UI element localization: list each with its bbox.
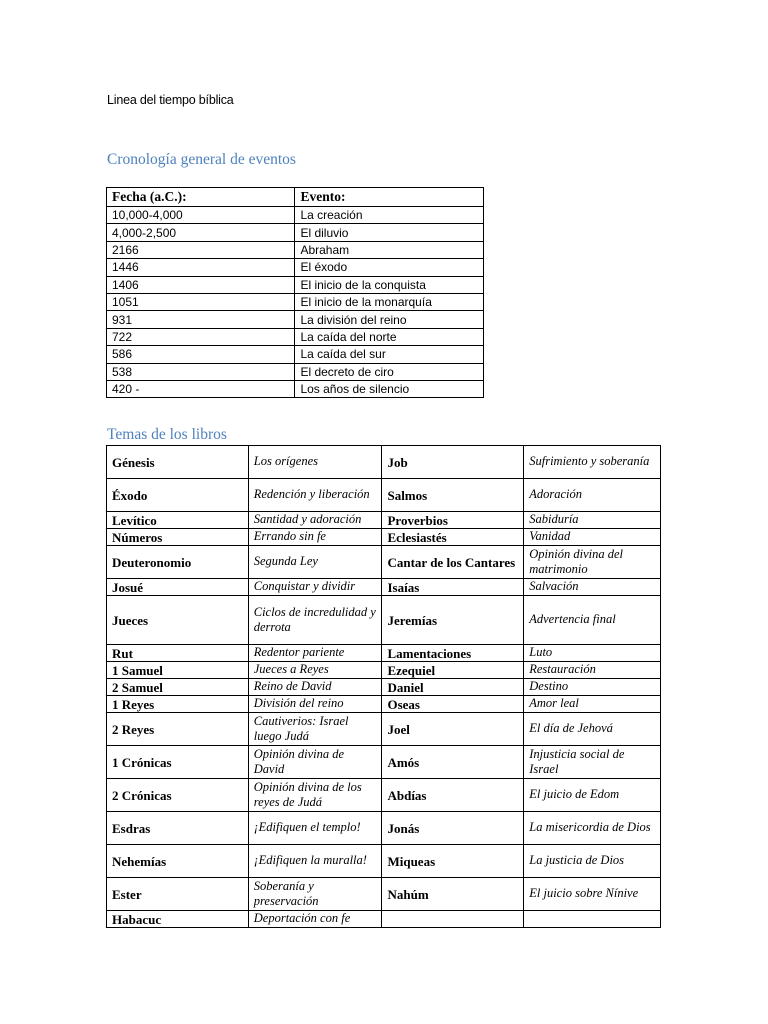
date-cell: 1446 <box>107 259 295 276</box>
table-row <box>107 645 661 662</box>
table-row <box>107 596 661 645</box>
event-cell: La división del reino <box>295 311 484 328</box>
books-heading: Temas de los libros <box>107 426 227 443</box>
document-title: Linea del tiempo bíblica <box>107 93 234 107</box>
book-name: Lamentaciones <box>382 645 524 662</box>
date-cell: 1051 <box>107 293 295 310</box>
table-row <box>107 679 661 696</box>
book-name: Proverbios <box>382 512 524 529</box>
table-row <box>107 746 661 779</box>
book-name: Deuteronomio <box>107 546 249 579</box>
books-table <box>106 445 661 928</box>
book-name: Miqueas <box>382 845 524 878</box>
table-row <box>107 911 661 928</box>
book-theme: Conquistar y dividir <box>248 579 382 596</box>
book-name: Nehemías <box>107 845 249 878</box>
event-cell: El inicio de la monarquía <box>295 293 484 310</box>
table-row <box>107 380 484 397</box>
book-theme: ¡Edifiquen la muralla! <box>248 845 382 878</box>
table-row <box>107 546 661 579</box>
book-theme: Santidad y adoración <box>248 512 382 529</box>
table-row <box>107 529 661 546</box>
event-cell: El diluvio <box>295 224 484 241</box>
book-name: 1 Crónicas <box>107 746 249 779</box>
table-row <box>107 446 661 479</box>
book-theme: Ciclos de incredulidad y derrota <box>248 596 382 645</box>
table-row <box>107 293 484 310</box>
table-row <box>107 779 661 812</box>
table-row <box>107 696 661 713</box>
book-name: Isaías <box>382 579 524 596</box>
table-row <box>107 346 484 363</box>
date-cell: 10,000-4,000 <box>107 207 295 224</box>
book-name: Eclesiastés <box>382 529 524 546</box>
table-row <box>107 328 484 345</box>
date-cell: 1406 <box>107 276 295 293</box>
book-theme: Reino de David <box>248 679 382 696</box>
book-theme: Vanidad <box>524 529 661 546</box>
books-body <box>107 446 661 928</box>
table-row <box>107 224 484 241</box>
table-row <box>107 241 484 258</box>
date-cell: 722 <box>107 328 295 345</box>
book-name: Salmos <box>382 479 524 512</box>
book-name: Cantar de los Cantares <box>382 546 524 579</box>
book-theme: Deportación con fe <box>248 911 382 928</box>
book-name: Joel <box>382 713 524 746</box>
book-theme: Destino <box>524 679 661 696</box>
book-name: Habacuc <box>107 911 249 928</box>
book-name: Rut <box>107 645 249 662</box>
book-name: Amós <box>382 746 524 779</box>
event-cell: La creación <box>295 207 484 224</box>
book-name: Jeremías <box>382 596 524 645</box>
book-theme: La justicia de Dios <box>524 845 661 878</box>
book-name: 2 Samuel <box>107 679 249 696</box>
table-row <box>107 479 661 512</box>
book-name: Jueces <box>107 596 249 645</box>
book-theme: Opinión divina de los reyes de Judá <box>248 779 382 812</box>
book-theme: ¡Edifiquen el templo! <box>248 812 382 845</box>
book-theme: Sufrimiento y soberanía <box>524 446 661 479</box>
table-row <box>107 579 661 596</box>
book-name: Esdras <box>107 812 249 845</box>
table-row <box>107 812 661 845</box>
table-row <box>107 276 484 293</box>
book-name: 1 Reyes <box>107 696 249 713</box>
chronology-body <box>107 207 484 398</box>
table-row <box>107 845 661 878</box>
book-name: 2 Reyes <box>107 713 249 746</box>
date-column-header: Fecha (a.C.): <box>107 188 295 207</box>
book-theme: El día de Jehová <box>524 713 661 746</box>
book-theme <box>524 911 661 928</box>
book-name <box>382 911 524 928</box>
table-row <box>107 662 661 679</box>
book-name: 1 Samuel <box>107 662 249 679</box>
book-name: Ezequiel <box>382 662 524 679</box>
date-cell: 4,000-2,500 <box>107 224 295 241</box>
book-name: Levítico <box>107 512 249 529</box>
event-cell: El inicio de la conquista <box>295 276 484 293</box>
event-cell: El éxodo <box>295 259 484 276</box>
book-theme: Redención y liberación <box>248 479 382 512</box>
book-theme: Injusticia social de Israel <box>524 746 661 779</box>
book-theme: Luto <box>524 645 661 662</box>
book-name: Génesis <box>107 446 249 479</box>
book-theme: División del reino <box>248 696 382 713</box>
book-theme: Adoración <box>524 479 661 512</box>
book-name: Números <box>107 529 249 546</box>
book-name: Oseas <box>382 696 524 713</box>
book-theme: Advertencia final <box>524 596 661 645</box>
chronology-heading: Cronología general de eventos <box>107 151 296 168</box>
date-cell: 586 <box>107 346 295 363</box>
book-theme: Redentor pariente <box>248 645 382 662</box>
event-cell: La caída del sur <box>295 346 484 363</box>
event-cell: Los años de silencio <box>295 380 484 397</box>
book-theme: La misericordia de Dios <box>524 812 661 845</box>
date-cell: 2166 <box>107 241 295 258</box>
book-name: Abdías <box>382 779 524 812</box>
book-theme: Restauración <box>524 662 661 679</box>
book-theme: Amor leal <box>524 696 661 713</box>
table-row <box>107 207 484 224</box>
book-name: Éxodo <box>107 479 249 512</box>
date-cell: 931 <box>107 311 295 328</box>
book-theme: Salvación <box>524 579 661 596</box>
book-name: Josué <box>107 579 249 596</box>
book-name: Job <box>382 446 524 479</box>
book-theme: El juicio sobre Nínive <box>524 878 661 911</box>
book-name: Nahúm <box>382 878 524 911</box>
book-theme: Sabiduría <box>524 512 661 529</box>
date-cell: 538 <box>107 363 295 380</box>
book-name: 2 Crónicas <box>107 779 249 812</box>
event-cell: El decreto de ciro <box>295 363 484 380</box>
book-theme: Cautiverios: Israel luego Judá <box>248 713 382 746</box>
date-cell: 420 - <box>107 380 295 397</box>
chronology-table <box>106 187 484 398</box>
book-theme: El juicio de Edom <box>524 779 661 812</box>
table-row <box>107 713 661 746</box>
book-theme: Segunda Ley <box>248 546 382 579</box>
book-name: Ester <box>107 878 249 911</box>
table-row <box>107 311 484 328</box>
book-theme: Los orígenes <box>248 446 382 479</box>
book-theme: Opinión divina de David <box>248 746 382 779</box>
book-theme: Errando sin fe <box>248 529 382 546</box>
table-row <box>107 259 484 276</box>
book-name: Jonás <box>382 812 524 845</box>
event-cell: La caída del norte <box>295 328 484 345</box>
event-cell: Abraham <box>295 241 484 258</box>
table-row <box>107 878 661 911</box>
book-name: Daniel <box>382 679 524 696</box>
book-theme: Opinión divina del matrimonio <box>524 546 661 579</box>
chronology-header-row <box>107 188 484 207</box>
table-row <box>107 363 484 380</box>
book-theme: Jueces a Reyes <box>248 662 382 679</box>
event-column-header: Evento: <box>295 188 484 207</box>
book-theme: Soberanía y preservación <box>248 878 382 911</box>
table-row <box>107 512 661 529</box>
